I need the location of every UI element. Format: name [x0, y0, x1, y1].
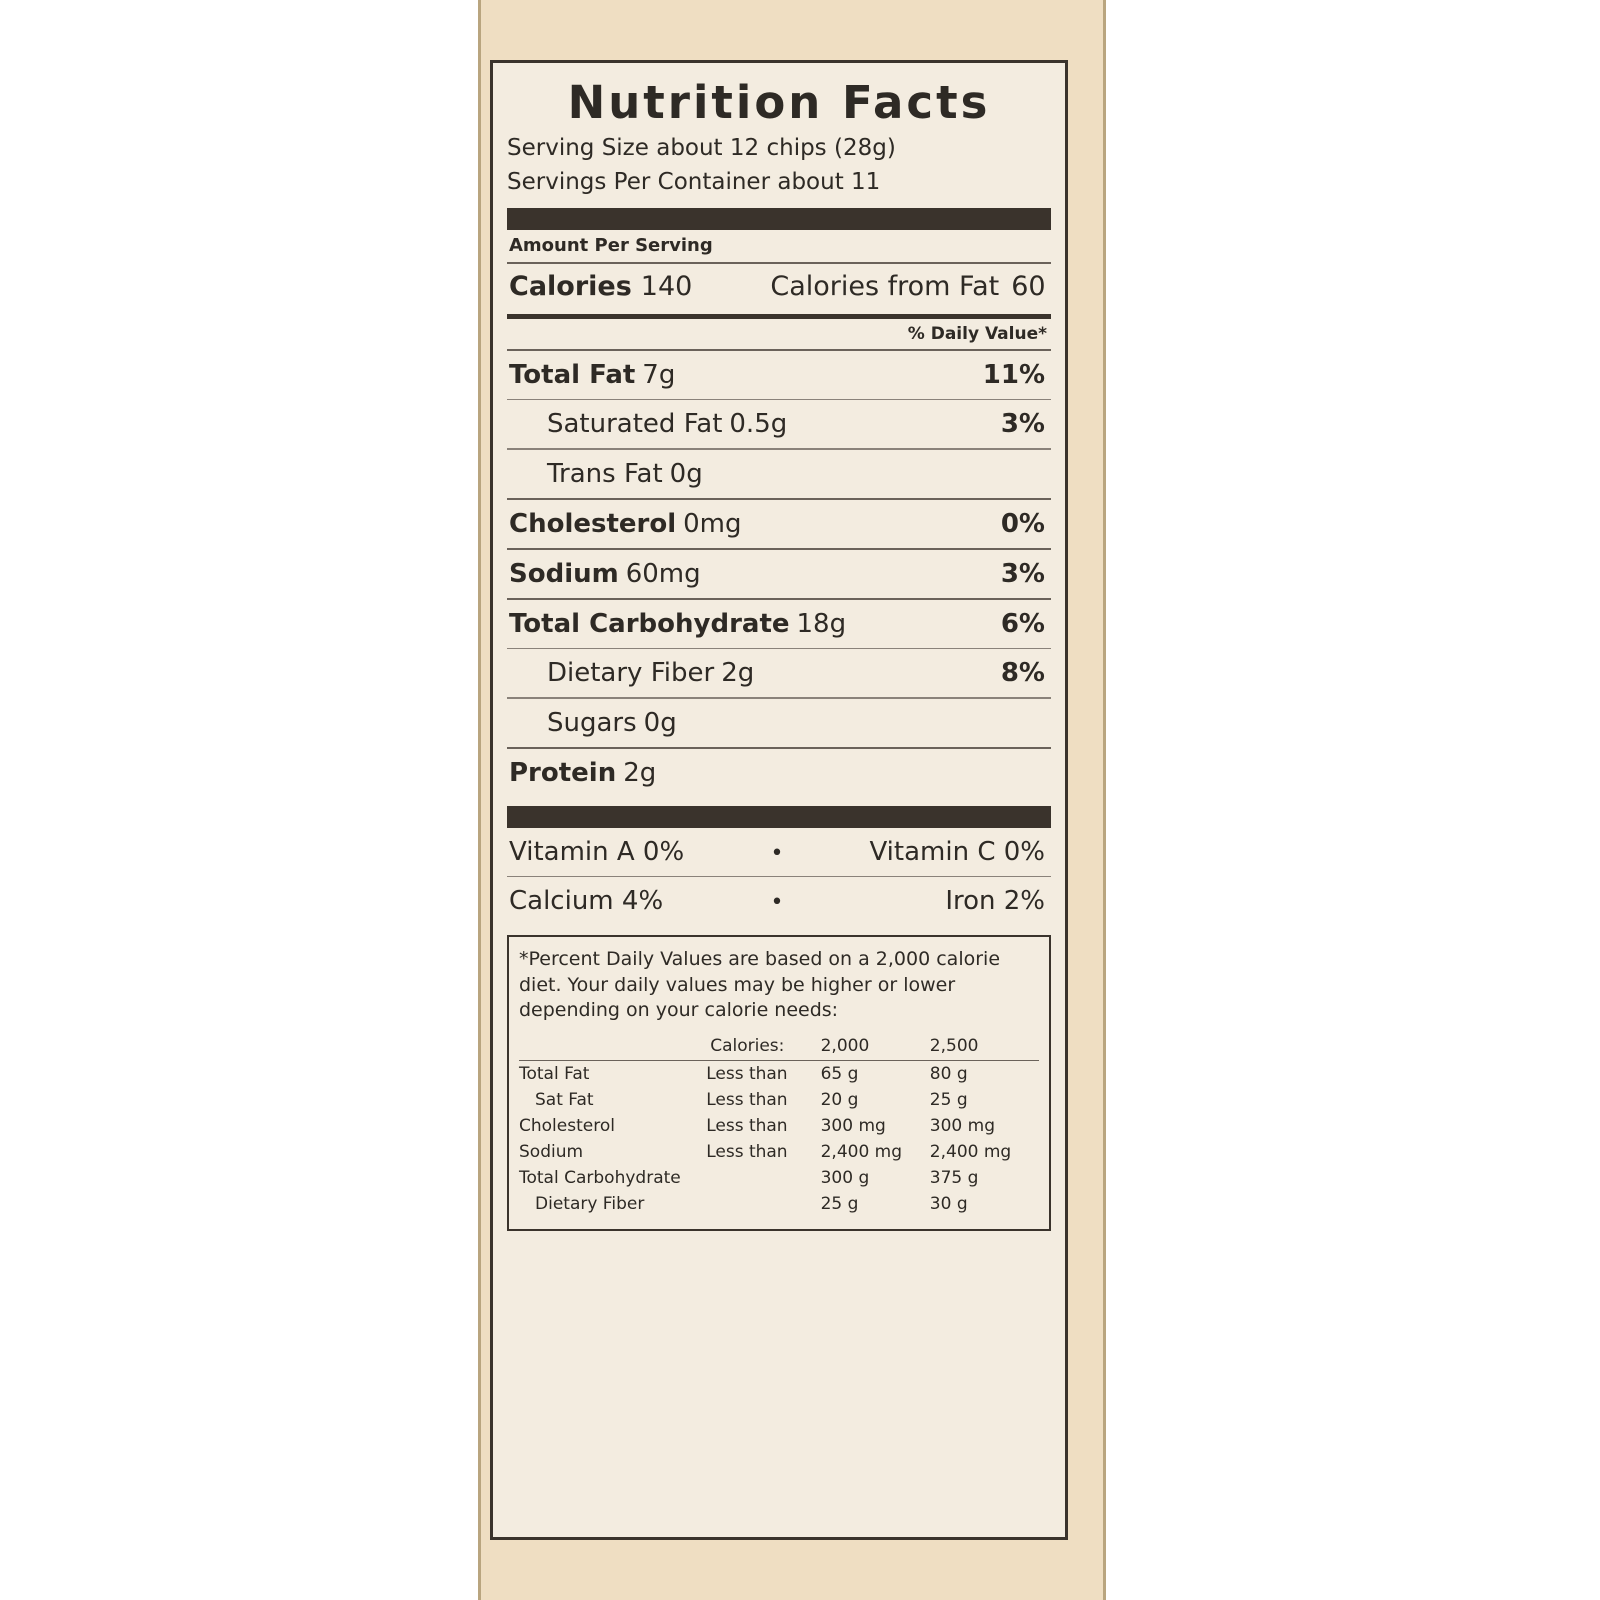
bullet-separator-icon: • — [770, 890, 784, 916]
cell-less-than — [706, 1165, 820, 1191]
serving-size: Serving Size about 12 chips (28g) — [507, 135, 896, 162]
nutrient-amount: 2g — [623, 757, 657, 788]
cell-2500: 375 g — [929, 1167, 979, 1188]
cell-nutrient: Sodium — [519, 1141, 584, 1162]
nutrient-name: Total Fat — [509, 359, 636, 390]
cell-2500: 25 g — [929, 1089, 968, 1110]
nutrient-row-cholesterol — [507, 500, 1051, 548]
cell-2000: 2,400 mg — [820, 1141, 903, 1162]
cell-2000: 25 g — [820, 1193, 859, 1214]
calories-row — [507, 264, 1051, 310]
calories-from-fat-label: Calories from Fat — [770, 270, 1000, 302]
cell-less-than: Less than — [706, 1063, 788, 1084]
page-title: Nutrition Facts — [567, 76, 991, 129]
col-header-2000: 2,000 — [821, 1033, 930, 1061]
cell-nutrient: Sat Fat — [535, 1089, 594, 1110]
nutrient-amount: 0g — [669, 458, 703, 489]
table-header-row — [519, 1033, 1039, 1061]
nutrient-name: Dietary Fiber — [547, 658, 715, 689]
table-row — [519, 1191, 1039, 1217]
calories-value: 140 — [640, 270, 693, 302]
footnote-box — [507, 935, 1051, 1230]
daily-values-table — [519, 1033, 1039, 1217]
calories-label: Calories — [509, 270, 632, 302]
nutrient-name: Cholesterol — [509, 508, 677, 539]
col-header-blank — [519, 1033, 706, 1061]
cell-2000: 65 g — [820, 1063, 859, 1084]
nutrient-amount: 0mg — [683, 508, 742, 539]
cell-less-than: Less than — [706, 1089, 788, 1110]
vitamin-row-a-c — [507, 828, 1051, 876]
nutrient-row-protein — [507, 749, 1051, 797]
cell-2500: 2,400 mg — [929, 1141, 1012, 1162]
cell-nutrient: Cholesterol — [519, 1115, 615, 1136]
cell-nutrient: Total Carbohydrate — [519, 1167, 681, 1188]
cell-2000: 300 g — [820, 1167, 870, 1188]
cell-2500: 300 mg — [929, 1115, 995, 1136]
nutrient-dv: 8% — [1000, 658, 1045, 689]
nutrient-amount: 60mg — [625, 558, 701, 589]
nutrient-row-total-carbohydrate — [507, 600, 1051, 648]
table-row — [519, 1087, 1039, 1113]
nutrient-dv: 6% — [1000, 608, 1045, 639]
table-row — [519, 1139, 1039, 1165]
table-row — [519, 1165, 1039, 1191]
vitamin-row-calcium-iron — [507, 877, 1051, 925]
cell-2500: 80 g — [929, 1063, 968, 1084]
cell-less-than — [706, 1191, 820, 1217]
vitamin-c-value: Vitamin C 0% — [869, 836, 1045, 867]
calories-from-fat-value: 60 — [1011, 270, 1046, 302]
cell-less-than: Less than — [706, 1115, 788, 1136]
cell-2500: 30 g — [929, 1193, 968, 1214]
daily-value-footnote: *Percent Daily Values are based on a 2,000 calorie diet. Your daily values may be higher or lower depending on your calorie needs: — [519, 948, 1001, 1021]
nutrient-dv: 11% — [982, 359, 1045, 390]
cell-nutrient: Total Fat — [519, 1063, 590, 1084]
nutrition-facts-panel — [490, 60, 1068, 1540]
amount-per-serving-label: Amount Per Serving — [509, 234, 713, 256]
divider-thick-top — [507, 208, 1051, 230]
nutrient-row-saturated-fat — [507, 400, 1051, 448]
nutrient-row-dietary-fiber — [507, 649, 1051, 697]
nutrient-dv: 3% — [1000, 409, 1045, 440]
vitamin-a-value: Vitamin A 0% — [509, 836, 685, 867]
table-row — [519, 1113, 1039, 1139]
col-header-calories: Calories: — [706, 1033, 820, 1061]
cell-less-than: Less than — [706, 1141, 788, 1162]
nutrient-row-sodium — [507, 550, 1051, 598]
nutrient-name: Trans Fat — [547, 458, 663, 489]
nutrient-amount: 18g — [796, 608, 847, 639]
nutrient-row-total-fat — [507, 351, 1051, 399]
nutrient-name: Sodium — [509, 558, 619, 589]
col-header-2500: 2,500 — [930, 1033, 1039, 1061]
nutrient-row-trans-fat — [507, 450, 1051, 498]
cell-2000: 300 mg — [820, 1115, 886, 1136]
bullet-separator-icon: • — [770, 840, 784, 866]
nutrient-dv: 3% — [1000, 558, 1045, 589]
nutrient-row-sugars — [507, 699, 1051, 747]
iron-value: Iron 2% — [945, 886, 1045, 917]
divider-thick-bottom — [507, 806, 1051, 828]
nutrient-amount: 2g — [721, 658, 755, 689]
nutrient-name: Sugars — [547, 707, 637, 738]
nutrient-name: Protein — [509, 757, 617, 788]
servings-per-container: Servings Per Container about 11 — [507, 168, 881, 195]
nutrient-name: Saturated Fat — [547, 409, 723, 440]
nutrient-amount: 0g — [643, 707, 677, 738]
calcium-value: Calcium 4% — [509, 886, 664, 917]
cell-2000: 20 g — [820, 1089, 859, 1110]
nutrient-amount: 7g — [642, 359, 676, 390]
table-row — [519, 1060, 1039, 1087]
nutrient-amount: 0.5g — [729, 409, 788, 440]
daily-value-header: % Daily Value* — [907, 323, 1047, 344]
cell-nutrient: Dietary Fiber — [535, 1193, 645, 1214]
nutrient-dv: 0% — [1000, 508, 1045, 539]
nutrient-name: Total Carbohydrate — [509, 608, 790, 639]
